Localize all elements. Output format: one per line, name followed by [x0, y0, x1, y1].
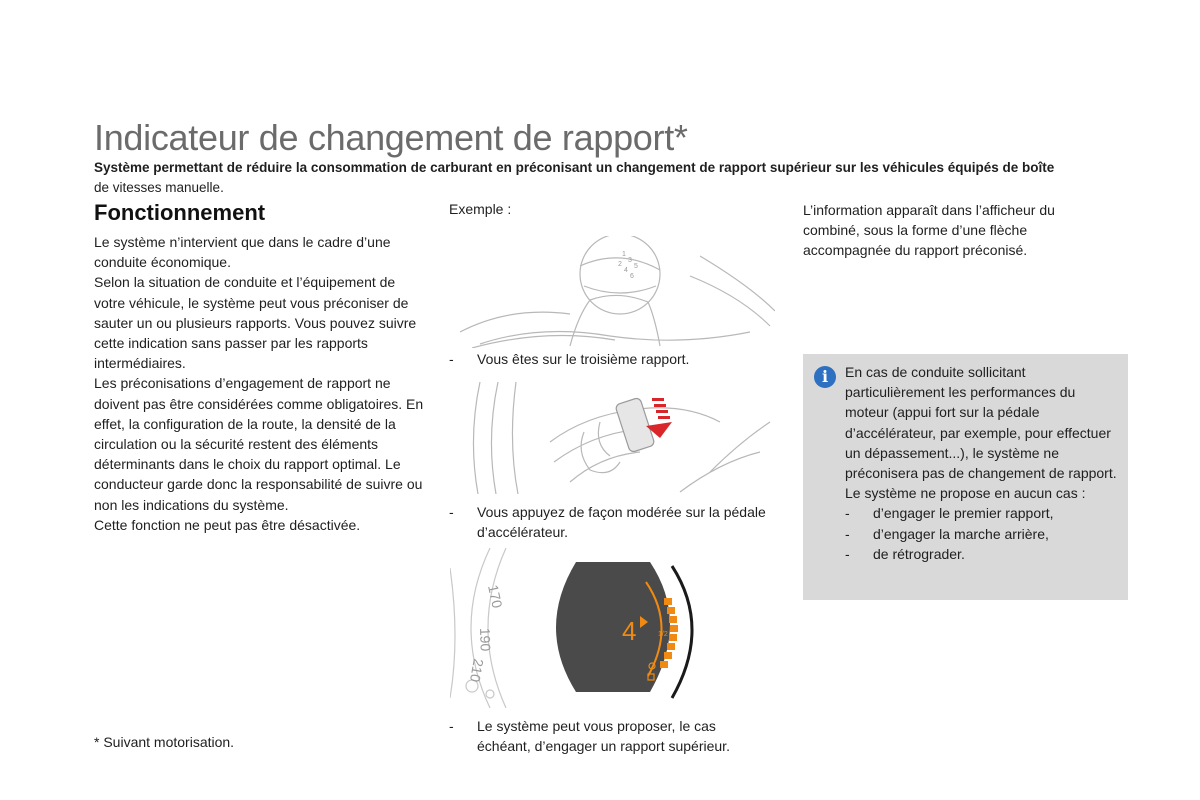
info-list	[845, 503, 1120, 564]
list-item: - de rétrograder.	[845, 545, 965, 562]
info-paragraph: Le système ne propose en aucun cas :	[845, 485, 1086, 502]
paragraph: Cette fonction ne peut pas être désactivée.	[94, 516, 361, 533]
speed-mark-190: 190	[477, 627, 494, 652]
accelerator-pedal-illustration	[450, 382, 775, 494]
fonctionnement-text	[94, 232, 424, 535]
fuel-half-label: 1/2	[658, 631, 668, 638]
caption-text: Vous êtes sur le troisième rapport.	[477, 351, 690, 367]
page-subtitle	[94, 158, 1124, 198]
info-box	[803, 354, 1128, 600]
display-info-paragraph: L’information apparaît dans l’afficheur du combiné, sous la forme d’une flèche accompagnée du rapport préconisé.	[803, 202, 1055, 259]
caption-step-1: - Vous êtes sur le troisième rapport.	[449, 349, 769, 369]
svg-text:4: 4	[624, 267, 628, 274]
gear-lever-illustration	[450, 236, 775, 348]
caption-step-2: - Vous appuyez de façon modérée sur la pédale d’accélérateur.	[449, 504, 766, 540]
paragraph: Les préconisations d’engagement de rapport ne doivent pas être considérées comme obligatoires. En effet, la configuration de la route, la densité de la circulation ou la sécurité restent des éléments déterminants dans le choix du rapport optimal. Le conducteur garde donc la responsabilité de suivre ou non les indications du système.	[94, 375, 424, 513]
caption-step-3: - Le système peut vous proposer, le cas échéant, d’engager un rapport supérieur.	[449, 716, 769, 756]
speed-mark-170: 170	[485, 583, 506, 610]
svg-text:2: 2	[618, 261, 622, 268]
svg-text:5: 5	[634, 263, 638, 270]
info-box-text	[845, 362, 1120, 564]
gear-indicator: 4	[622, 616, 637, 646]
subtitle-bold: Système permettant de réduire la consommation de carburant en préconisant un changement de rapport supérieur sur les véhicules équipés de boîte	[94, 160, 1055, 175]
info-icon: i	[814, 366, 836, 388]
caption-text: Vous appuyez de façon modérée sur la pédale d’accélérateur.	[477, 504, 766, 540]
svg-text:1: 1	[622, 251, 626, 258]
example-label: Exemple :	[449, 201, 512, 217]
info-paragraph: En cas de conduite sollicitant particulièrement les performances du moteur (appui fort sur la pédale d’accélérateur, par exemple, pour effectuer un dépassement...), le système ne préconisera pas de changement de rapport.	[845, 364, 1117, 482]
paragraph: Selon la situation de conduite et l’équipement de votre véhicule, le système peut vous préconiser de sauter un ou plusieurs rapports. Vous pouvez suivre cette indication sans passer par les rapports intermédiaires.	[94, 274, 417, 372]
speed-mark-210: 210	[466, 657, 487, 684]
subtitle-rest: de vitesses manuelle.	[94, 180, 224, 195]
paragraph: Le système n’intervient que dans le cadre d’une conduite économique.	[94, 234, 391, 271]
footnote: * Suivant motorisation.	[94, 734, 235, 750]
svg-text:3: 3	[628, 257, 632, 264]
section-heading-fonctionnement: Fonctionnement	[94, 200, 266, 225]
list-item: - d’engager le premier rapport,	[845, 505, 1054, 522]
page-title: Indicateur de changement de rapport*	[94, 117, 688, 158]
svg-text:6: 6	[630, 273, 634, 280]
list-item: - d’engager la marche arrière,	[845, 525, 1049, 542]
instrument-cluster-illustration	[450, 548, 775, 708]
caption-text: Le système peut vous proposer, le cas échéant, d’engager un rapport supérieur.	[477, 718, 730, 754]
